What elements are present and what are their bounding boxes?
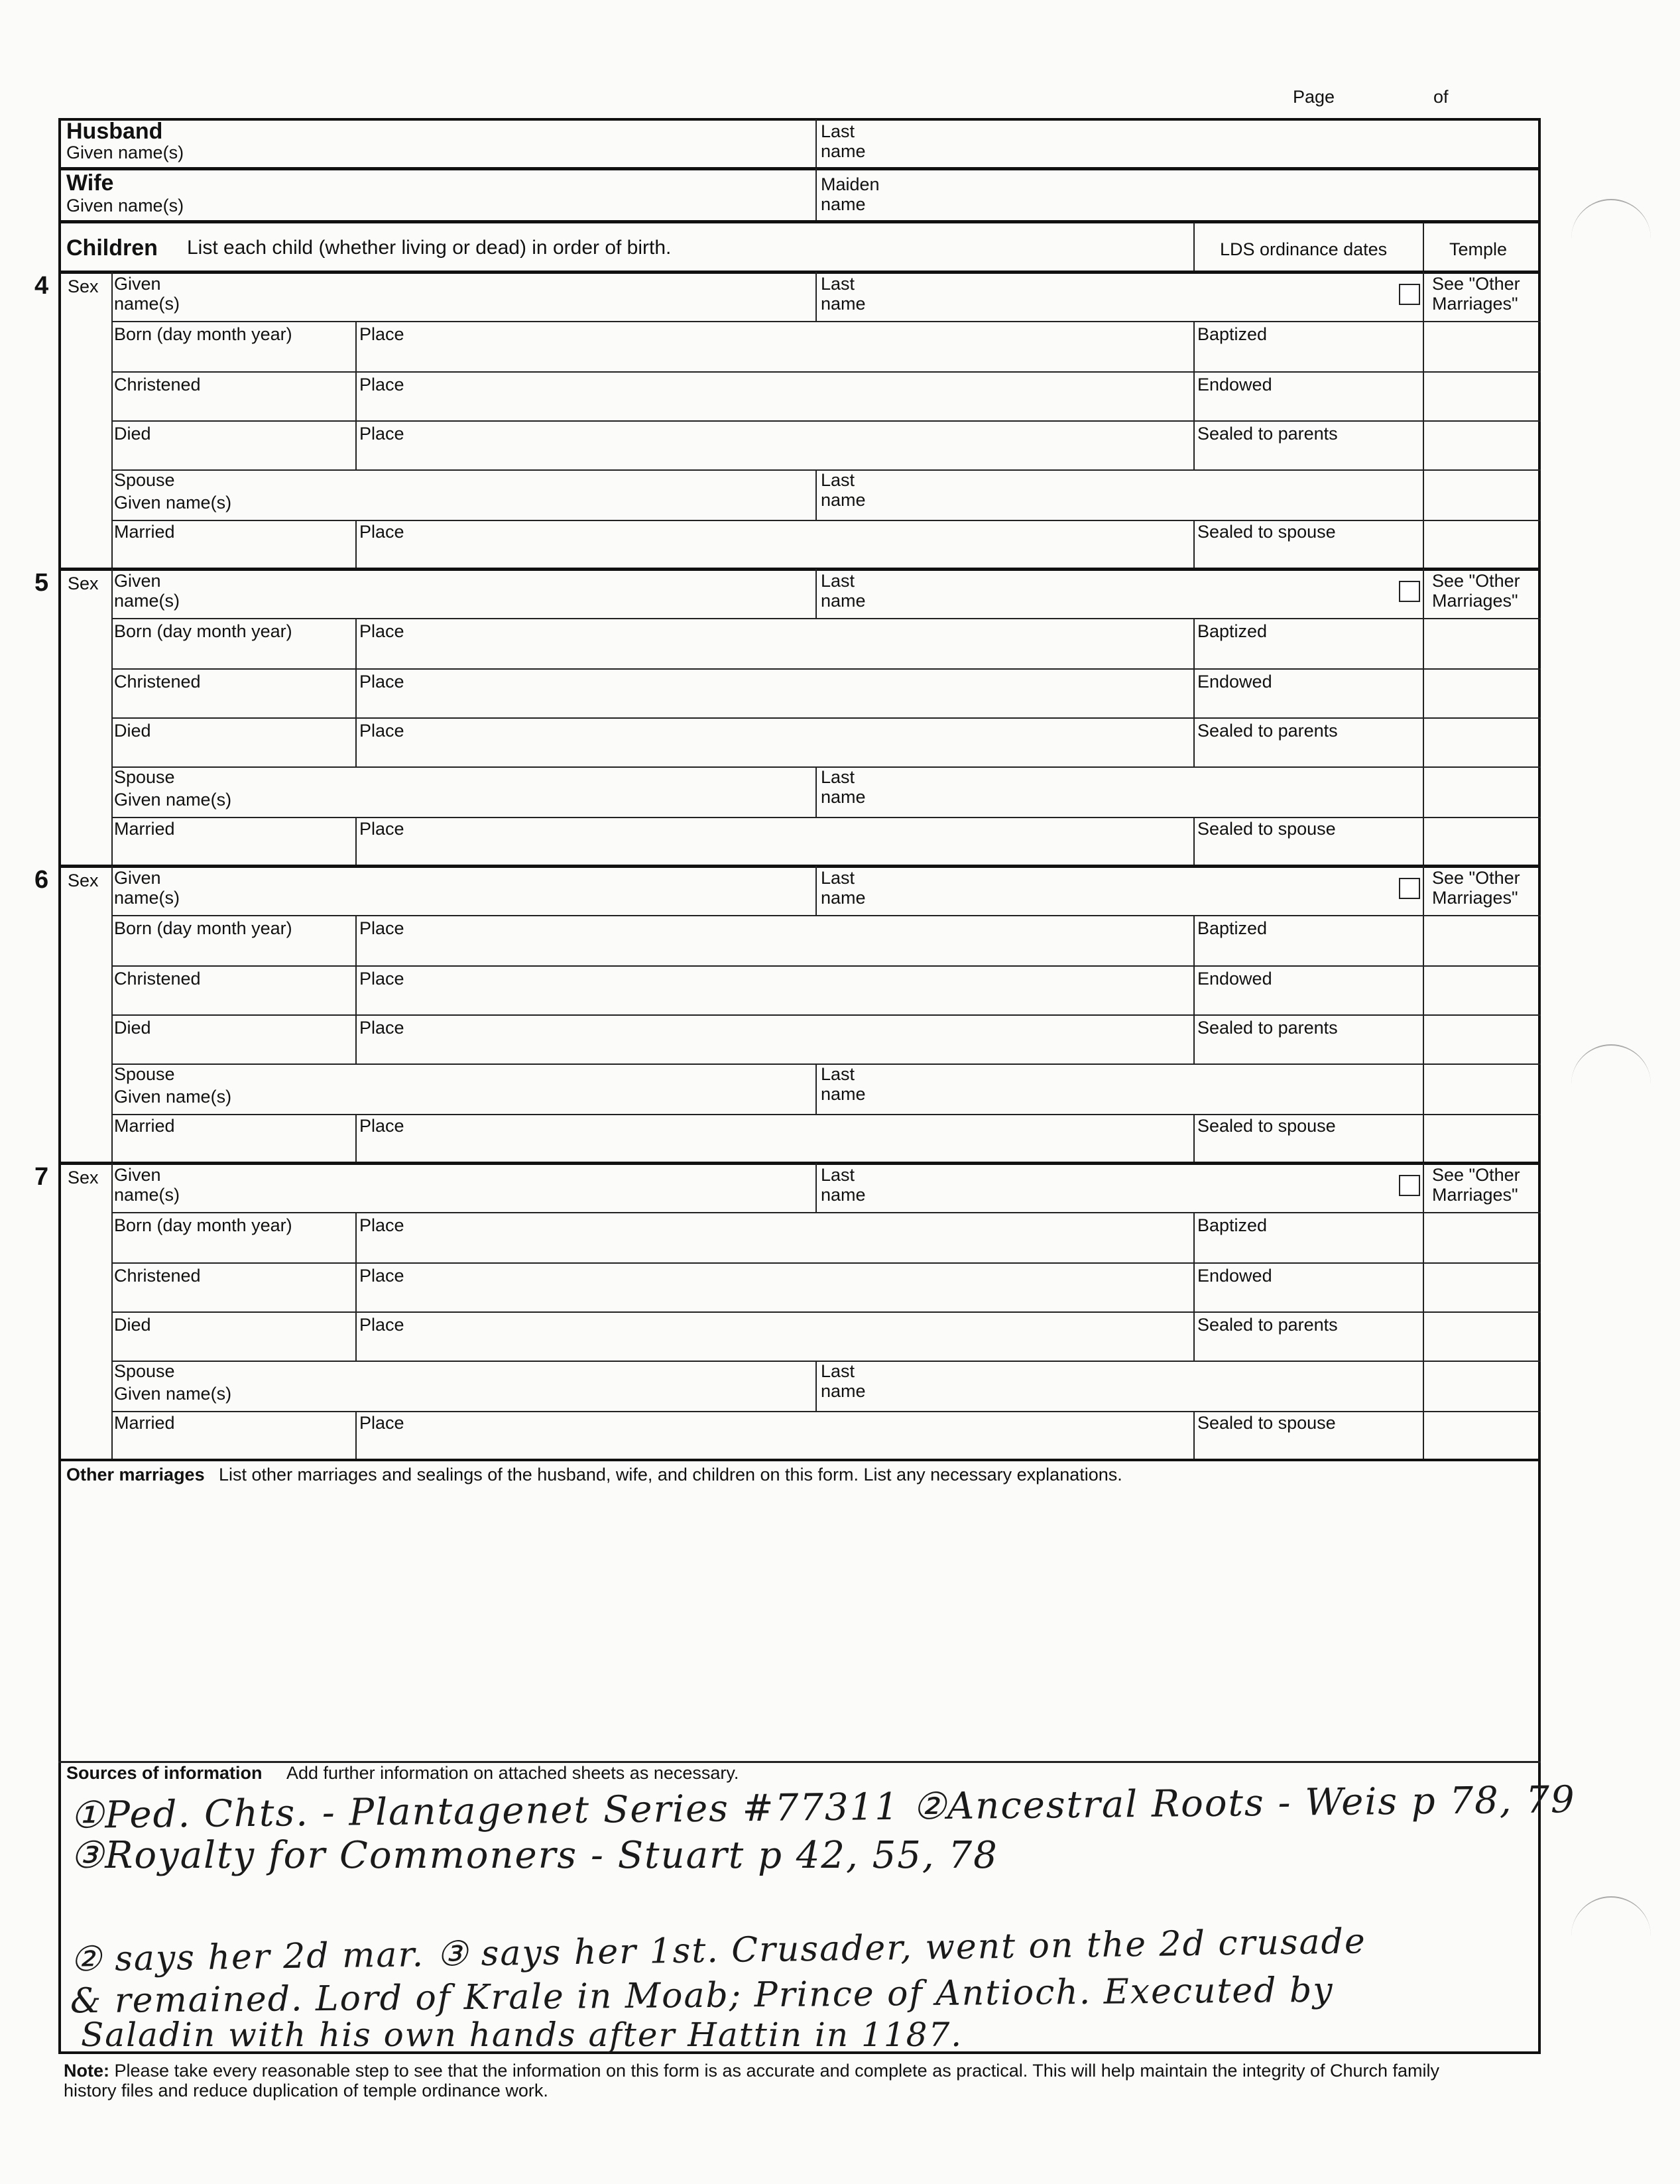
divider (1193, 717, 1195, 766)
punch-hole (1571, 1896, 1651, 1937)
died-label: Died (114, 424, 151, 444)
baptized-label: Baptized (1197, 324, 1268, 344)
divider (58, 1459, 1541, 1461)
died-label: Died (114, 1315, 151, 1335)
baptized-label: Baptized (1197, 621, 1268, 641)
divider (111, 1114, 1541, 1115)
place-label: Place (359, 375, 404, 394)
divider (1193, 1014, 1195, 1063)
spouse-last-label: Last (821, 1064, 855, 1084)
spouse-given-label: Given name(s) (114, 1384, 232, 1404)
place-label: Place (359, 1215, 404, 1235)
given-label-2: name(s) (114, 888, 180, 908)
wife-title: Wife (66, 170, 114, 196)
last-label: Last (821, 571, 855, 591)
divider (355, 1311, 357, 1361)
note (64, 2061, 1496, 2100)
given-label: Given (114, 274, 161, 294)
endowed-label: Endowed (1197, 672, 1272, 692)
divider (111, 965, 1541, 967)
sources-title: Sources of information (66, 1763, 263, 1783)
born-label: Born (day month year) (114, 918, 292, 938)
christened-label: Christened (114, 969, 201, 989)
last-label-2: name (821, 888, 866, 908)
divider (1423, 223, 1424, 272)
divider (815, 272, 817, 321)
divider (355, 321, 357, 371)
spouse-label: Spouse (114, 1361, 175, 1381)
divider (1193, 965, 1195, 1014)
sex-label: Sex (68, 871, 99, 890)
divider (355, 1014, 357, 1063)
divider (111, 1014, 1541, 1016)
spouse-last-label-2: name (821, 787, 866, 807)
spouse-last-label-2: name (821, 1084, 866, 1104)
baptized-label: Baptized (1197, 1215, 1268, 1235)
divider (111, 1262, 1541, 1264)
source-line: ③Royalty for Commoners - Stuart p 42, 55, 78 (70, 1834, 998, 1877)
divider (1193, 1262, 1195, 1311)
divider (111, 915, 1541, 916)
place-label: Place (359, 1266, 404, 1286)
other-marriages-label: See "Other (1432, 274, 1520, 294)
place-label: Place (359, 522, 404, 542)
divider (355, 817, 357, 865)
sex-label: Sex (68, 276, 99, 296)
place-label: Place (359, 1018, 404, 1038)
place-label: Place (359, 1413, 404, 1433)
wife-maiden-label-2: name (821, 194, 866, 214)
born-label: Born (day month year) (114, 621, 292, 641)
sealed-to-spouse-label: Sealed to spouse (1197, 1413, 1336, 1433)
given-label-2: name(s) (114, 591, 180, 611)
divider (111, 618, 1541, 619)
endowed-label: Endowed (1197, 375, 1272, 394)
divider (58, 1761, 1541, 1763)
sealed-to-parents-label: Sealed to parents (1197, 424, 1338, 444)
child-number: 6 (34, 866, 49, 894)
divider (355, 618, 357, 668)
spouse-last-label-2: name (821, 1381, 866, 1401)
divider (1193, 1212, 1195, 1262)
given-label-2: name(s) (114, 294, 180, 314)
divider (1193, 321, 1195, 371)
husband-last-label: Last (821, 121, 855, 141)
wife-given-label: Given name(s) (66, 196, 184, 215)
divider (58, 167, 1541, 170)
spouse-label: Spouse (114, 470, 175, 490)
divider (111, 371, 1541, 373)
divider (58, 568, 1541, 571)
of-label: of (1433, 87, 1449, 107)
place-label: Place (359, 621, 404, 641)
place-label: Place (359, 672, 404, 692)
died-label: Died (114, 1018, 151, 1038)
married-label: Married (114, 1116, 175, 1136)
divider (815, 1163, 817, 1212)
sealed-to-parents-label: Sealed to parents (1197, 721, 1338, 741)
child-number: 5 (34, 569, 49, 597)
divider (1193, 520, 1195, 568)
divider (355, 965, 357, 1014)
divider (58, 220, 1541, 223)
married-label: Married (114, 1413, 175, 1433)
divider (1193, 618, 1195, 668)
other-marriages-label-2: Marriages" (1432, 888, 1518, 908)
divider (111, 520, 1541, 521)
christened-label: Christened (114, 1266, 201, 1286)
divider (1193, 371, 1195, 420)
christened-label: Christened (114, 672, 201, 692)
divider (1193, 420, 1195, 469)
temple-label: Temple (1449, 239, 1508, 259)
child-number: 4 (34, 272, 49, 300)
husband-given-label: Given name(s) (66, 143, 184, 162)
sex-label: Sex (68, 1168, 99, 1187)
sex-label: Sex (68, 574, 99, 593)
source-line: Saladin with his own hands after Hattin in 1187. (81, 2016, 963, 2054)
last-label-2: name (821, 1185, 866, 1205)
other-marriages-title: Other marriages (66, 1465, 205, 1485)
husband-last-label-2: name (821, 141, 866, 161)
place-label: Place (359, 1116, 404, 1136)
spouse-given-label: Given name(s) (114, 1087, 232, 1107)
place-label: Place (359, 721, 404, 741)
endowed-label: Endowed (1197, 969, 1272, 989)
spouse-last-label: Last (821, 1361, 855, 1381)
divider (355, 1114, 357, 1162)
divider (1193, 1114, 1195, 1162)
other-marriages-label-2: Marriages" (1432, 1185, 1518, 1205)
place-label: Place (359, 424, 404, 444)
spouse-label: Spouse (114, 767, 175, 787)
sealed-to-parents-label: Sealed to parents (1197, 1315, 1338, 1335)
last-label-2: name (821, 294, 866, 314)
divider (355, 668, 357, 717)
divider (111, 321, 1541, 322)
last-label: Last (821, 274, 855, 294)
other-marriages-checkbox[interactable] (1399, 878, 1420, 899)
other-marriages-checkbox[interactable] (1399, 284, 1420, 305)
spouse-last-label-2: name (821, 490, 866, 510)
divider (355, 371, 357, 420)
divider (1193, 915, 1195, 965)
divider (111, 1212, 1541, 1213)
divider (111, 717, 1541, 719)
sources-instruction: Add further information on attached sheets as necessary. (286, 1763, 739, 1783)
place-label: Place (359, 1315, 404, 1335)
divider (355, 1411, 357, 1459)
divider (815, 119, 817, 168)
last-label-2: name (821, 591, 866, 611)
place-label: Place (359, 819, 404, 839)
divider (355, 1262, 357, 1311)
source-line: & remained. Lord of Krale in Moab; Prince of Antioch. Executed by (70, 1970, 1334, 2022)
divider (815, 866, 817, 915)
other-marriages-label: See "Other (1432, 1165, 1520, 1185)
other-marriages-instruction: List other marriages and sealings of the husband, wife, and children on this form. List any necessary explanations. (219, 1465, 1122, 1485)
divider (111, 1411, 1541, 1412)
divider (1193, 1311, 1195, 1361)
divider (111, 420, 1541, 422)
given-label-2: name(s) (114, 1185, 180, 1205)
given-label: Given (114, 868, 161, 888)
endowed-label: Endowed (1197, 1266, 1272, 1286)
christened-label: Christened (114, 375, 201, 394)
spouse-given-label: Given name(s) (114, 493, 232, 513)
divider (355, 717, 357, 766)
other-marriages-label-2: Marriages" (1432, 591, 1518, 611)
husband-title: Husband (66, 119, 163, 144)
sealed-to-spouse-label: Sealed to spouse (1197, 819, 1336, 839)
divider (355, 915, 357, 965)
wife-maiden-label: Maiden (821, 174, 880, 194)
divider (111, 668, 1541, 670)
punch-hole (1571, 199, 1651, 240)
punch-hole (1571, 1044, 1651, 1085)
given-label: Given (114, 1165, 161, 1185)
married-label: Married (114, 819, 175, 839)
divider (58, 865, 1541, 868)
divider (815, 168, 817, 220)
sources-field[interactable] (61, 1778, 1576, 2054)
other-marriages-label: See "Other (1432, 571, 1520, 591)
form-frame (58, 118, 1541, 2054)
place-label: Place (359, 969, 404, 989)
born-label: Born (day month year) (114, 324, 292, 344)
note-text: Please take every reasonable step to see that the information on this form is as accurate and complete as practical. This will help maintain the integrity of Church family history files and reduce duplication of temple ordinance work. (64, 2061, 1440, 2100)
last-label: Last (821, 868, 855, 888)
married-label: Married (114, 522, 175, 542)
other-marriages-checkbox[interactable] (1399, 1175, 1420, 1196)
divider (1193, 817, 1195, 865)
born-label: Born (day month year) (114, 1215, 292, 1235)
other-marriages-field[interactable] (61, 1489, 1538, 1754)
divider (1193, 668, 1195, 717)
spouse-label: Spouse (114, 1064, 175, 1084)
divider (111, 817, 1541, 818)
other-marriages-label: See "Other (1432, 868, 1520, 888)
children-title: Children (66, 235, 158, 261)
divider (815, 1063, 817, 1114)
sealed-to-spouse-label: Sealed to spouse (1197, 522, 1336, 542)
lds-ordinance-label: LDS ordinance dates (1220, 239, 1388, 259)
source-line: ② says her 2d mar. ③ says her 1st. Crusader, went on the 2d crusade (70, 1921, 1367, 1980)
sealed-to-parents-label: Sealed to parents (1197, 1018, 1338, 1038)
divider (355, 1212, 357, 1262)
other-marriages-label-2: Marriages" (1432, 294, 1518, 314)
divider (58, 271, 1541, 274)
divider (58, 1162, 1541, 1165)
divider (815, 766, 817, 817)
divider (111, 1311, 1541, 1313)
sealed-to-spouse-label: Sealed to spouse (1197, 1116, 1336, 1136)
place-label: Place (359, 918, 404, 938)
spouse-given-label: Given name(s) (114, 790, 232, 810)
divider (355, 420, 357, 469)
children-instruction: List each child (whether living or dead) in order of birth. (187, 237, 672, 259)
divider (815, 1361, 817, 1411)
source-line: ①Ped. Chts. - Plantagenet Series #77311 ②Ancestral Roots - Weis p 78, 79 (70, 1778, 1576, 1837)
died-label: Died (114, 721, 151, 741)
child-number: 7 (34, 1163, 49, 1191)
divider (355, 520, 357, 568)
divider (815, 469, 817, 520)
spouse-last-label: Last (821, 470, 855, 490)
page-label: Page (1293, 87, 1335, 107)
divider (815, 569, 817, 618)
other-marriages-checkbox[interactable] (1399, 581, 1420, 602)
given-label: Given (114, 571, 161, 591)
divider (1193, 223, 1195, 272)
note-label: Note: (64, 2061, 109, 2081)
place-label: Place (359, 324, 404, 344)
last-label: Last (821, 1165, 855, 1185)
baptized-label: Baptized (1197, 918, 1268, 938)
divider (1193, 1411, 1195, 1459)
spouse-last-label: Last (821, 767, 855, 787)
